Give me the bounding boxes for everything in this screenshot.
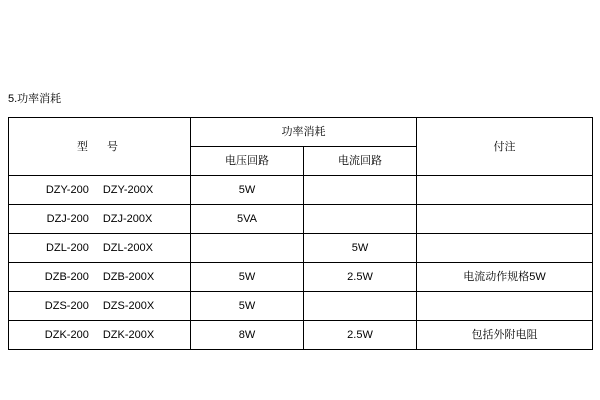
cell-voltage: 5W <box>191 263 304 292</box>
cell-model <box>9 176 191 205</box>
cell-model <box>9 321 191 350</box>
model-code-primary: DZK-200 <box>44 329 89 341</box>
model-code-primary: DZY-200 <box>45 184 89 196</box>
table-row <box>9 234 593 263</box>
table-row <box>9 176 593 205</box>
model-code-variant: DZJ-200X <box>102 213 153 225</box>
model-code-primary: DZL-200 <box>46 242 89 254</box>
cell-voltage: 5W <box>191 292 304 321</box>
cell-current: 2.5W <box>304 321 417 350</box>
cell-model <box>9 205 191 234</box>
section-heading: 5.功率消耗 <box>8 93 62 105</box>
table-header-row-1 <box>9 118 593 147</box>
cell-voltage: 8W <box>191 321 304 350</box>
table-row <box>9 205 593 234</box>
header-model: 型 号 <box>9 118 191 176</box>
cell-current <box>304 205 417 234</box>
header-current-circuit: 电流回路 <box>304 147 417 176</box>
cell-note <box>417 234 593 263</box>
header-note: 付注 <box>417 118 593 176</box>
cell-voltage: 5W <box>191 176 304 205</box>
power-consumption-table <box>8 117 593 350</box>
cell-model <box>9 263 191 292</box>
cell-note <box>417 205 593 234</box>
power-consumption-table-container <box>8 117 592 350</box>
cell-voltage: 5VA <box>191 205 304 234</box>
model-code-primary: DZS-200 <box>44 300 89 312</box>
cell-current: 2.5W <box>304 263 417 292</box>
cell-note: 包括外附电阻 <box>417 321 593 350</box>
cell-current <box>304 176 417 205</box>
model-code-variant: DZB-200X <box>102 271 155 283</box>
model-code-primary: DZB-200 <box>44 271 89 283</box>
model-code-variant: DZL-200X <box>102 242 153 254</box>
cell-note <box>417 176 593 205</box>
model-code-primary: DZJ-200 <box>46 213 89 225</box>
header-power-consumption: 功率消耗 <box>191 118 417 147</box>
table-row <box>9 292 593 321</box>
model-code-variant: DZK-200X <box>102 329 155 341</box>
cell-voltage <box>191 234 304 263</box>
header-voltage-circuit: 电压回路 <box>191 147 304 176</box>
table-row <box>9 321 593 350</box>
cell-model <box>9 234 191 263</box>
cell-current: 5W <box>304 234 417 263</box>
model-code-variant: DZS-200X <box>102 300 155 312</box>
model-code-variant: DZY-200X <box>102 184 154 196</box>
cell-note: 电流动作规格5W <box>417 263 593 292</box>
cell-model <box>9 292 191 321</box>
table-row <box>9 263 593 292</box>
cell-note <box>417 292 593 321</box>
cell-current <box>304 292 417 321</box>
